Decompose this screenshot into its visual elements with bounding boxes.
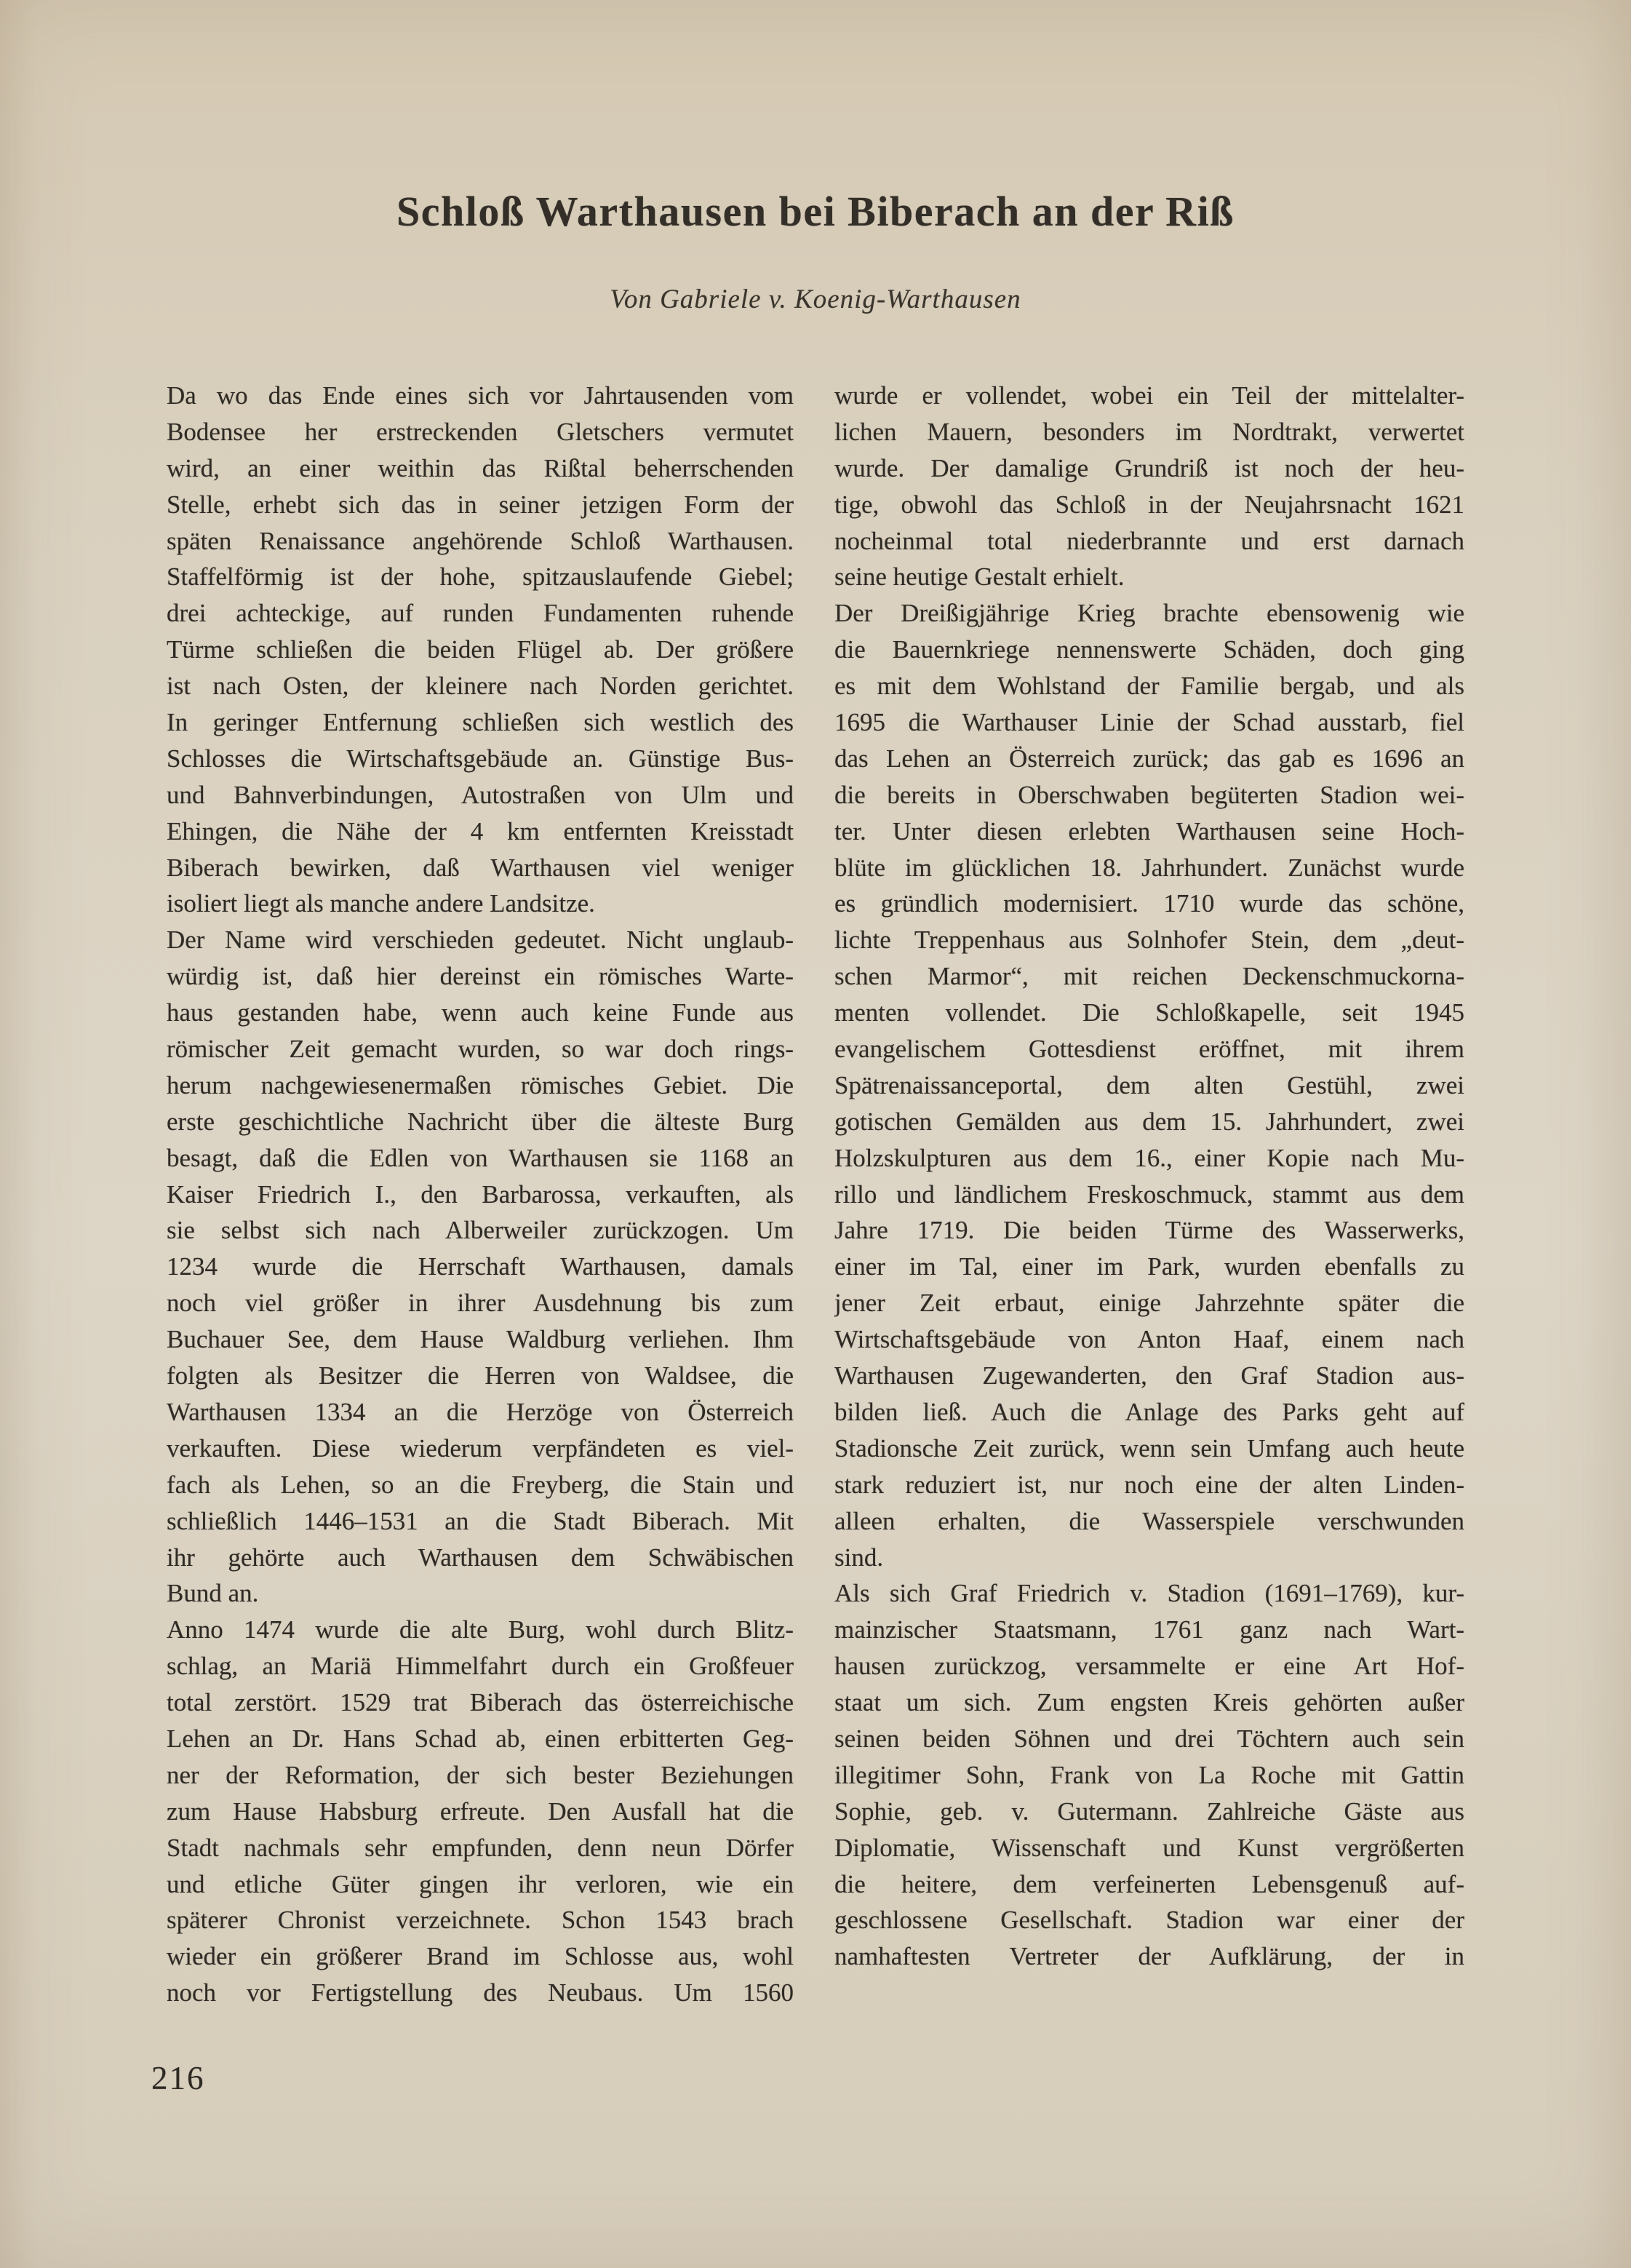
text-line: isoliert liegt als manche andere Landsitze. bbox=[167, 889, 595, 918]
page-title: Schloß Warthausen bei Biberach an der Riß bbox=[396, 187, 1235, 235]
text-line: würdig ist, daß hier dereinst ein römisches Warte- bbox=[167, 962, 794, 991]
text-line: folgten als Besitzer die Herren von Waldsee, die bbox=[167, 1361, 794, 1390]
text-columns bbox=[167, 378, 1464, 2011]
text-line: wieder ein größerer Brand im Schlosse aus, wohl bbox=[167, 1942, 794, 1971]
text-line: jener Zeit erbaut, einige Jahrzehnte später die bbox=[834, 1289, 1464, 1318]
text-line: das Lehen an Österreich zurück; das gab es 1696 an bbox=[834, 744, 1464, 773]
text-line: späterer Chronist verzeichnete. Schon 1543 brach bbox=[167, 1906, 794, 1935]
text-line: seinen beiden Söhnen und drei Töchtern auch sein bbox=[834, 1724, 1464, 1753]
text-line: gotischen Gemälden aus dem 15. Jahrhundert, zwei bbox=[834, 1107, 1464, 1136]
text-line: Der Name wird verschieden gedeutet. Nicht unglaub- bbox=[167, 926, 794, 955]
text-line: rillo und ländlichem Freskoschmuck, stammt aus dem bbox=[834, 1179, 1464, 1209]
text-line: Als sich Graf Friedrich v. Stadion (1691–1769), kur- bbox=[834, 1579, 1464, 1608]
text-line: die heitere, dem verfeinerten Lebensgenuß auf- bbox=[834, 1869, 1464, 1898]
text-line: einer im Tal, einer im Park, wurden ebenfalls zu bbox=[834, 1252, 1464, 1281]
text-line: lichen Mauern, besonders im Nordtrakt, verwertet bbox=[834, 417, 1464, 446]
text-line: blüte im glücklichen 18. Jahrhundert. Zunächst wurde bbox=[834, 853, 1464, 882]
text-line: Türme schließen die beiden Flügel ab. Der größere bbox=[167, 635, 794, 664]
text-line: sind. bbox=[834, 1543, 884, 1572]
text-line: Bund an. bbox=[167, 1579, 259, 1608]
text-line: erste geschichtliche Nachricht über die älteste Burg bbox=[167, 1107, 794, 1136]
text-line: tige, obwohl das Schloß in der Neujahrsnacht 1621 bbox=[834, 490, 1464, 519]
text-line: 1234 wurde die Herrschaft Warthausen, damals bbox=[167, 1252, 794, 1281]
text-line: Stadt nachmals sehr empfunden, denn neun Dörfer bbox=[167, 1833, 794, 1862]
text-line: illegitimer Sohn, Frank von La Roche mit Gattin bbox=[834, 1760, 1464, 1789]
text-line: menten vollendet. Die Schloßkapelle, seit 1945 bbox=[834, 998, 1464, 1027]
text-line: ter. Unter diesen erlebten Warthausen seine Hoch- bbox=[834, 816, 1464, 845]
text-line: Der Dreißigjährige Krieg brachte ebensowenig wie bbox=[834, 599, 1464, 628]
text-line: die bereits in Oberschwaben begüterten Stadion wei- bbox=[834, 780, 1464, 809]
text-line: nocheinmal total niederbrannte und erst darnach bbox=[834, 526, 1464, 555]
text-line: und etliche Güter gingen ihr verloren, wie ein bbox=[167, 1869, 794, 1898]
right-column bbox=[834, 378, 1464, 2011]
text-line: Holzskulpturen aus dem 16., einer Kopie nach Mu- bbox=[834, 1143, 1464, 1172]
text-line: In geringer Entfernung schließen sich westlich des bbox=[167, 708, 794, 737]
text-line: es mit dem Wohlstand der Familie bergab, und als bbox=[834, 672, 1464, 701]
text-line: total zerstört. 1529 trat Biberach das österreichische bbox=[167, 1688, 794, 1717]
text-line: Anno 1474 wurde die alte Burg, wohl durch Blitz- bbox=[167, 1615, 794, 1644]
text-line: seine heutige Gestalt erhielt. bbox=[834, 562, 1125, 592]
text-line: evangelischem Gottesdienst eröffnet, mit ihrem bbox=[834, 1035, 1464, 1064]
text-line: Lehen an Dr. Hans Schad ab, einen erbitterten Geg- bbox=[167, 1724, 794, 1753]
text-line: Bodensee her erstreckenden Gletschers vermutet bbox=[167, 417, 794, 446]
text-line: verkauften. Diese wiederum verpfändeten es viel- bbox=[167, 1433, 794, 1463]
text-line: noch viel größer in ihrer Ausdehnung bis zum bbox=[167, 1289, 794, 1318]
text-line: Da wo das Ende eines sich vor Jahrtausenden vom bbox=[167, 381, 794, 410]
text-line: Stadionsche Zeit zurück, wenn sein Umfang auch heute bbox=[834, 1433, 1464, 1463]
text-line: Spätrenaissanceportal, dem alten Gestühl, zwei bbox=[834, 1070, 1464, 1099]
text-line: schlag, an Mariä Himmelfahrt durch ein Großfeuer bbox=[167, 1652, 794, 1681]
text-line: schließlich 1446–1531 an die Stadt Biberach. Mit bbox=[167, 1506, 794, 1535]
text-line: hausen zurückzog, versammelte er eine Art Hof- bbox=[834, 1652, 1464, 1681]
text-line: staat um sich. Zum engsten Kreis gehörten außer bbox=[834, 1688, 1464, 1717]
text-line: haus gestanden habe, wenn auch keine Funde aus bbox=[167, 998, 794, 1027]
left-column bbox=[167, 378, 794, 2011]
text-line: die Bauernkriege nennenswerte Schäden, doch ging bbox=[834, 635, 1464, 664]
text-line: Ehingen, die Nähe der 4 km entfernten Kreisstadt bbox=[167, 816, 794, 845]
text-line: Wirtschaftsgebäude von Anton Haaf, einem nach bbox=[834, 1325, 1464, 1354]
text-line: Stelle, erhebt sich das in seiner jetzigen Form der bbox=[167, 490, 794, 519]
text-line: ist nach Osten, der kleinere nach Norden gerichtet. bbox=[167, 672, 794, 701]
text-line: namhaftesten Vertreter der Aufklärung, der in bbox=[834, 1942, 1464, 1971]
text-line: herum nachgewiesenermaßen römisches Gebiet. Die bbox=[167, 1070, 794, 1099]
text-line: bilden ließ. Auch die Anlage des Parks geht auf bbox=[834, 1397, 1464, 1426]
text-line: noch vor Fertigstellung des Neubaus. Um 1560 bbox=[167, 1978, 794, 2008]
text-line: Biberach bewirken, daß Warthausen viel weniger bbox=[167, 853, 794, 882]
text-line: Sophie, geb. v. Gutermann. Zahlreiche Gäste aus bbox=[834, 1797, 1464, 1826]
text-line: wurde. Der damalige Grundriß ist noch der heu- bbox=[834, 453, 1464, 482]
text-line: es gründlich modernisiert. 1710 wurde das schöne, bbox=[834, 889, 1464, 918]
text-line: zum Hause Habsburg erfreute. Den Ausfall hat die bbox=[167, 1797, 794, 1826]
text-line: sie selbst sich nach Alberweiler zurückzogen. Um bbox=[167, 1216, 794, 1245]
text-line: drei achteckige, auf runden Fundamenten ruhende bbox=[167, 599, 794, 628]
text-line: geschlossene Gesellschaft. Stadion war einer der bbox=[834, 1906, 1464, 1935]
text-line: alleen erhalten, die Wasserspiele verschwunden bbox=[834, 1506, 1464, 1535]
text-line: wird, an einer weithin das Rißtal beherrschenden bbox=[167, 453, 794, 482]
text-line: Staffelförmig ist der hohe, spitzauslaufende Giebel; bbox=[167, 562, 794, 592]
text-line: ihr gehörte auch Warthausen dem Schwäbischen bbox=[167, 1543, 794, 1572]
text-line: römischer Zeit gemacht wurden, so war doch rings- bbox=[167, 1035, 794, 1064]
text-line: Jahre 1719. Die beiden Türme des Wasserwerks, bbox=[834, 1216, 1464, 1245]
text-line: Diplomatie, Wissenschaft und Kunst vergrößerten bbox=[834, 1833, 1464, 1862]
text-line: Schlosses die Wirtschaftsgebäude an. Günstige Bus- bbox=[167, 744, 794, 773]
text-line: fach als Lehen, so an die Freyberg, die Stain und bbox=[167, 1470, 794, 1499]
text-line: Warthausen Zugewanderten, den Graf Stadion aus- bbox=[834, 1361, 1464, 1390]
text-line: späten Renaissance angehörende Schloß Warthausen. bbox=[167, 526, 794, 555]
text-line: mainzischer Staatsmann, 1761 ganz nach Wart- bbox=[834, 1615, 1464, 1644]
text-line: Warthausen 1334 an die Herzöge von Österreich bbox=[167, 1397, 794, 1426]
text-line: lichte Treppenhaus aus Solnhofer Stein, dem „deut- bbox=[834, 926, 1464, 955]
text-line: 1695 die Warthauser Linie der Schad ausstarb, fiel bbox=[834, 708, 1464, 737]
text-line: schen Marmor“, mit reichen Deckenschmuckorna- bbox=[834, 962, 1464, 991]
text-line: wurde er vollendet, wobei ein Teil der mittelalter- bbox=[834, 381, 1464, 410]
text-line: stark reduziert ist, nur noch eine der alten Linden- bbox=[834, 1470, 1464, 1499]
text-line: ner der Reformation, der sich bester Beziehungen bbox=[167, 1760, 794, 1789]
byline: Von Gabriele v. Koenig-Warthausen bbox=[610, 285, 1021, 314]
text-line: Buchauer See, dem Hause Waldburg verliehen. Ihm bbox=[167, 1325, 794, 1354]
text-line: Kaiser Friedrich I., den Barbarossa, verkauften, als bbox=[167, 1179, 794, 1209]
text-line: besagt, daß die Edlen von Warthausen sie 1168 an bbox=[167, 1143, 794, 1172]
text-line: und Bahnverbindungen, Autostraßen von Ulm und bbox=[167, 780, 794, 809]
page-number: 216 bbox=[151, 2060, 205, 2096]
